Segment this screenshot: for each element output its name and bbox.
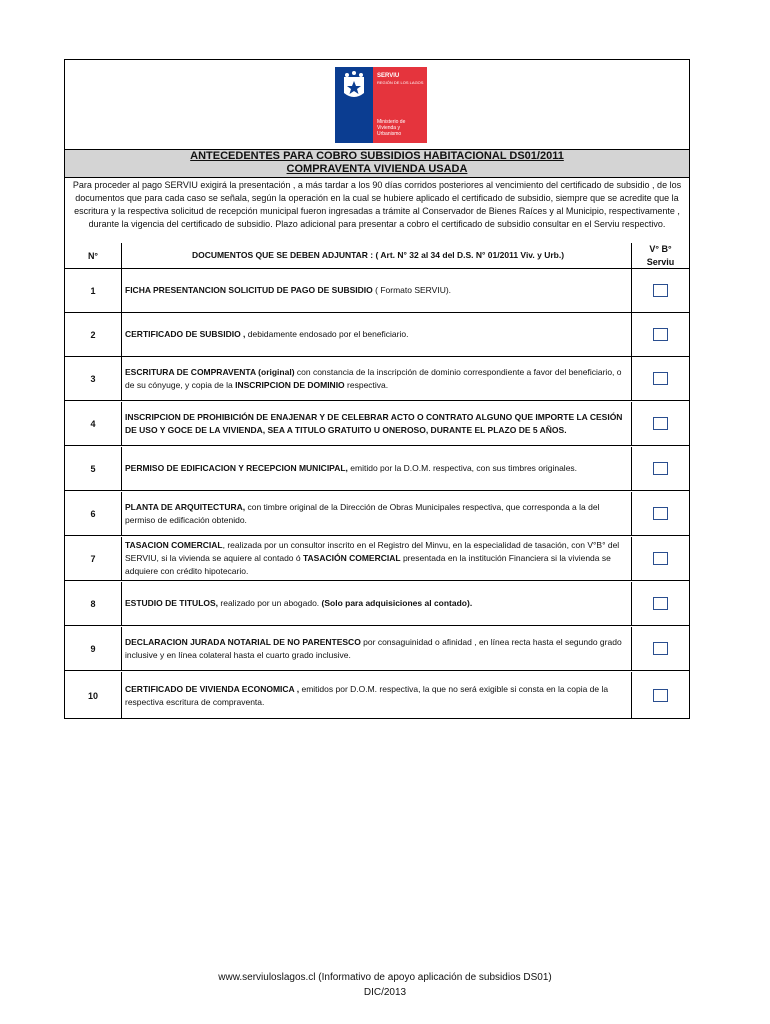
intro-paragraph: Para proceder al pago SERVIU exigirá la presentación , a más tardar a los 90 días corridos posteriores al vencimiento del certificado de subsidio , de los documentos que para cada caso se señala, según la operación en la cual se hubiere aplicado el certificado de subsidio, siempre que se acredite que la escritura y la respectiva solicitud de recepción municipal fueron ingresadas a trámite al Conservador de Bienes Raíces y al Municipio, respectivamente , durante la vigencia del certificado de subsidio. Plazo adicional para presentar a cobro el certificado de subsidio consultar en el Serviu respectivo. bbox=[72, 180, 682, 229]
header-number: N° bbox=[65, 243, 122, 268]
row-document: TASACION COMERCIAL, realizada por un consultor inscrito en el Registro del Minvu, en la especialidad de tasación, con V°B° del SERVIU, si la vivienda se aquiere al contado ó TASACIÓN COMERCIAL presentada en la institución Financiera si la vivienda se adquiere con crédito hipotecario. bbox=[122, 537, 632, 580]
row-number: 9 bbox=[65, 627, 122, 670]
table-row bbox=[65, 537, 689, 581]
logo-red-panel bbox=[373, 67, 427, 143]
logo-blue-panel bbox=[335, 67, 373, 143]
header-vb-serviu: V° B° Serviu bbox=[646, 243, 675, 267]
vb-checkbox-cell bbox=[632, 627, 689, 670]
row-document: CERTIFICADO DE SUBSIDIO , debidamente endosado por el beneficiario. bbox=[122, 313, 632, 356]
vb-checkbox[interactable] bbox=[653, 284, 668, 297]
header-documents: DOCUMENTOS QUE SE DEBEN ADJUNTAR : ( Art. N° 32 al 34 del D.S. N° 01/2011 Viv. y Urb.) bbox=[122, 243, 632, 268]
title-line-1: ANTECEDENTES PARA COBRO SUBSIDIOS HABITACIONAL DS01/2011 bbox=[190, 150, 564, 162]
vb-checkbox[interactable] bbox=[653, 462, 668, 475]
table-row bbox=[65, 313, 689, 357]
footer bbox=[0, 970, 770, 1000]
vb-checkbox-cell bbox=[632, 402, 689, 445]
vb-checkbox[interactable] bbox=[653, 597, 668, 610]
table-header bbox=[65, 243, 689, 269]
vb-checkbox-cell bbox=[632, 672, 689, 719]
row-number: 5 bbox=[65, 447, 122, 490]
footer-date: DIC/2013 bbox=[363, 987, 407, 998]
serviu-logo bbox=[335, 67, 427, 143]
vb-checkbox[interactable] bbox=[653, 507, 668, 520]
vb-checkbox-cell bbox=[632, 447, 689, 490]
vb-checkbox-cell bbox=[632, 537, 689, 580]
vb-checkbox[interactable] bbox=[653, 552, 668, 565]
vb-checkbox-cell bbox=[632, 357, 689, 400]
row-document: PLANTA DE ARQUITECTURA, con timbre original de la Dirección de Obras Municipales respectiva, que corresponda a la del permiso de edificación obtenido. bbox=[122, 492, 632, 535]
vb-checkbox[interactable] bbox=[653, 328, 668, 341]
logo-ministry: Ministerio de Vivienda y Urbanismo bbox=[377, 119, 406, 137]
vb-checkbox[interactable] bbox=[653, 417, 668, 430]
row-document: DECLARACION JURADA NOTARIAL DE NO PARENTESCO por consaguinidad o afinidad , en línea recta hasta el segundo grado inclusive y en línea colateral hasta el cuarto grado inclusive. bbox=[122, 627, 632, 670]
coat-of-arms-icon bbox=[335, 67, 373, 107]
row-document: CERTIFICADO DE VIVIENDA ECONOMICA , emitidos por D.O.M. respectiva, la que no será exigible si consta en la copia de la respectiva escritura de compraventa. bbox=[122, 672, 632, 719]
row-document: ESTUDIO DE TITULOS, realizado por un abogado. (Solo para adquisiciones al contado). bbox=[122, 582, 632, 625]
vb-checkbox-cell bbox=[632, 269, 689, 312]
vb-checkbox-cell bbox=[632, 492, 689, 535]
table-row bbox=[65, 269, 689, 313]
row-number: 10 bbox=[65, 672, 122, 719]
table-row bbox=[65, 672, 689, 719]
table-row bbox=[65, 447, 689, 491]
row-document: ESCRITURA DE COMPRAVENTA (original) con constancia de la inscripción de dominio correspondiente a favor del beneficiario, o de su cónyuge, y copia de la INSCRIPCION DE DOMINIO respectiva. bbox=[122, 357, 632, 400]
row-number: 8 bbox=[65, 582, 122, 625]
logo-region: REGIÓN DE LOS LAGOS bbox=[377, 80, 424, 85]
vb-checkbox[interactable] bbox=[653, 689, 668, 702]
title-band bbox=[65, 149, 689, 178]
logo-area bbox=[65, 60, 689, 149]
footer-website: www.serviuloslagos.cl (Informativo de apoyo aplicación de subsidios DS01) bbox=[218, 972, 552, 983]
table-row bbox=[65, 627, 689, 671]
row-document: FICHA PRESENTANCION SOLICITUD DE PAGO DE SUBSIDIO ( Formato SERVIU). bbox=[122, 269, 632, 312]
vb-checkbox[interactable] bbox=[653, 642, 668, 655]
vb-checkbox-cell bbox=[632, 582, 689, 625]
title-line-2: COMPRAVENTA VIVIENDA USADA bbox=[286, 163, 468, 175]
row-number: 4 bbox=[65, 402, 122, 445]
table-row bbox=[65, 492, 689, 536]
row-number: 7 bbox=[65, 537, 122, 580]
table-row bbox=[65, 402, 689, 446]
row-number: 2 bbox=[65, 313, 122, 356]
row-document: INSCRIPCION DE PROHIBICIÓN DE ENAJENAR Y DE CELEBRAR ACTO O CONTRATO ALGUNO QUE IMPORTE LA CESIÓN DE USO Y GOCE DE LA VIVIENDA, SEA A TITULO GRATUITO U ONEROSO, DURANTE EL PLAZO DE 5 AÑOS. bbox=[122, 402, 632, 445]
document-frame bbox=[64, 59, 690, 719]
vb-checkbox[interactable] bbox=[653, 372, 668, 385]
row-number: 3 bbox=[65, 357, 122, 400]
row-document: PERMISO DE EDIFICACION Y RECEPCION MUNICIPAL, emitido por la D.O.M. respectiva, con sus timbres originales. bbox=[122, 447, 632, 490]
table-row bbox=[65, 357, 689, 401]
row-number: 1 bbox=[65, 269, 122, 312]
vb-checkbox-cell bbox=[632, 313, 689, 356]
table-row bbox=[65, 582, 689, 626]
logo-brand: SERVIU bbox=[377, 73, 400, 79]
row-number: 6 bbox=[65, 492, 122, 535]
